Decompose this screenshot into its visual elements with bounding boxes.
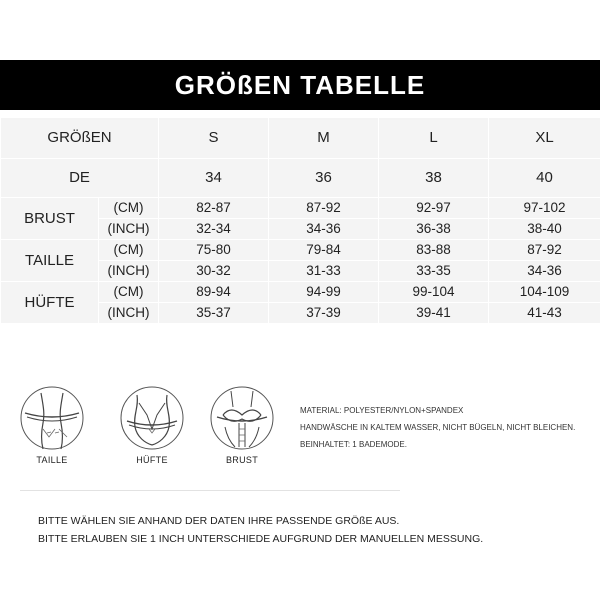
table-cell: 99-104 — [379, 282, 489, 303]
table-row — [1, 282, 600, 303]
divider — [20, 490, 400, 491]
table-cell: 31-33 — [269, 261, 379, 282]
table-cell: 87-92 — [489, 240, 600, 261]
hip-measure-icon — [119, 385, 185, 451]
unit-label: (INCH) — [99, 261, 159, 282]
table-cell: 34-36 — [489, 261, 600, 282]
bust-measure-icon — [209, 385, 275, 451]
size-m: M — [269, 118, 379, 159]
icon-block-brust — [202, 385, 282, 465]
unit-label: (CM) — [99, 240, 159, 261]
table-cell: 75-80 — [159, 240, 269, 261]
table-row — [1, 198, 600, 219]
table-cell: 36 — [269, 159, 379, 198]
table-cell: 38-40 — [489, 219, 600, 240]
waist-measure-icon — [19, 385, 85, 451]
note-care: HANDWÄSCHE IN KALTEM WASSER, NICHT BÜGELN, NICHT BLEICHEN. — [300, 423, 576, 432]
table-cell: 33-35 — [379, 261, 489, 282]
table-cell: 83-88 — [379, 240, 489, 261]
table-cell: 34 — [159, 159, 269, 198]
table-row — [1, 159, 600, 198]
size-s: S — [159, 118, 269, 159]
table-cell: 89-94 — [159, 282, 269, 303]
table-cell: 38 — [379, 159, 489, 198]
label-taille: TAILLE — [36, 455, 68, 465]
size-header-label: GRÖßEN — [1, 118, 159, 159]
table-cell: 39-41 — [379, 303, 489, 324]
unit-label: (INCH) — [99, 303, 159, 324]
table-cell: 97-102 — [489, 198, 600, 219]
size-xl: XL — [489, 118, 600, 159]
de-label: DE — [1, 159, 159, 198]
footer-line-2: BITTE ERLAUBEN SIE 1 INCH UNTERSCHIEDE AUFGRUND DER MANUELLEN MESSUNG. — [38, 533, 484, 545]
table-cell: 30-32 — [159, 261, 269, 282]
measure-guide — [0, 385, 300, 485]
table-cell: 32-34 — [159, 219, 269, 240]
footer-line-1: BITTE WÄHLEN SIE ANHAND DER DATEN IHRE PASSENDE GRÖßE AUS. — [38, 515, 400, 527]
table-row — [1, 240, 600, 261]
label-huefte: HÜFTE — [136, 455, 168, 465]
table-cell: 87-92 — [269, 198, 379, 219]
unit-label: (CM) — [99, 282, 159, 303]
table-cell: 104-109 — [489, 282, 600, 303]
table-cell: 35-37 — [159, 303, 269, 324]
unit-label: (CM) — [99, 198, 159, 219]
table-cell: 92-97 — [379, 198, 489, 219]
icon-block-taille — [12, 385, 92, 465]
table-header-row — [1, 118, 600, 159]
product-notes — [300, 402, 600, 453]
table-cell: 40 — [489, 159, 600, 198]
note-material: MATERIAL: POLYESTER/NYLON+SPANDEX — [300, 406, 464, 415]
table-cell: 94-99 — [269, 282, 379, 303]
label-brust: BRUST — [225, 455, 258, 465]
size-l: L — [379, 118, 489, 159]
unit-label: (INCH) — [99, 219, 159, 240]
group-label-huefte: HÜFTE — [1, 282, 99, 324]
note-contents: BEINHALTET: 1 BADEMODE. — [300, 440, 407, 449]
group-label-taille: TAILLE — [1, 240, 99, 282]
table-cell: 41-43 — [489, 303, 600, 324]
table-cell: 37-39 — [269, 303, 379, 324]
size-chart-title: GRÖßEN TABELLE — [0, 60, 600, 110]
footer-notes — [38, 512, 483, 548]
table-cell: 34-36 — [269, 219, 379, 240]
table-cell: 82-87 — [159, 198, 269, 219]
icon-block-huefte — [112, 385, 192, 465]
table-cell: 36-38 — [379, 219, 489, 240]
group-label-brust: BRUST — [1, 198, 99, 240]
table-cell: 79-84 — [269, 240, 379, 261]
size-table — [0, 117, 600, 324]
